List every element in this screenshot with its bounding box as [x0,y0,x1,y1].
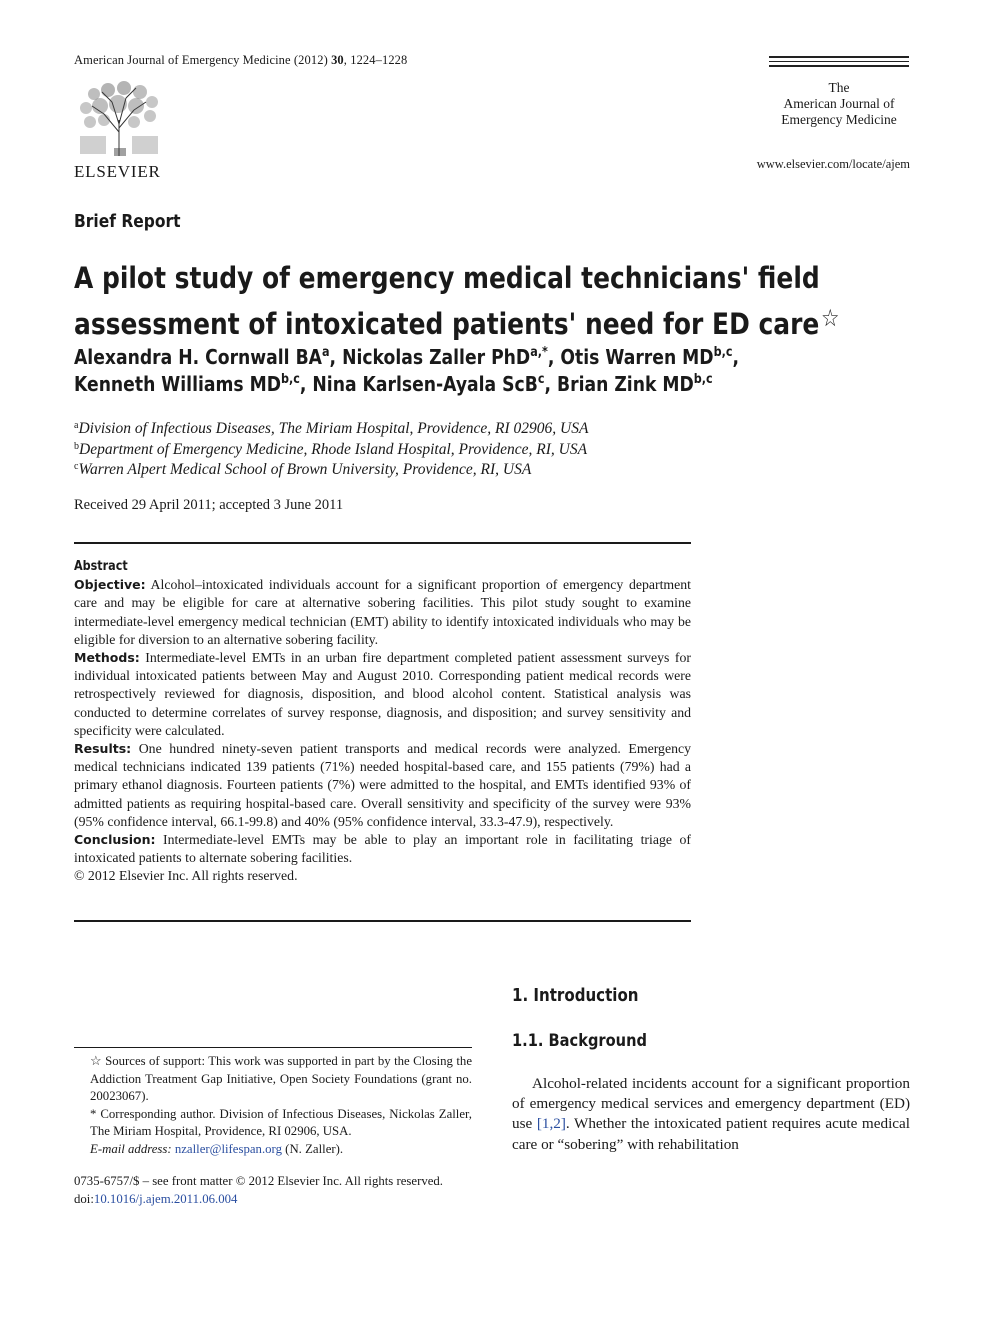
abstract-bottom-rule [74,920,691,922]
footnotes [74,1053,472,1158]
elsevier-tree-logo-icon [74,80,164,158]
subsection-heading: 1.1. Background [512,1031,647,1051]
email-link[interactable]: nzaller@lifespan.org [174,1141,282,1156]
star-icon: ☆ [90,1054,102,1068]
abstract-top-rule [74,542,691,544]
footnote-support: ☆ Sources of support: This work was supported in part by the Closing the Addiction Treatment Gap Initiative, Open Society Foundations (grant no. 20023067). [90,1054,472,1103]
author-affil-mark[interactable]: b,c [713,345,733,360]
author-name: Otis Warren MD [560,345,714,369]
abstract-copyright: © 2012 Elsevier Inc. All rights reserved. [74,868,298,884]
abstract-results: Results: One hundred ninety-seven patient transports and medical records were analyzed. Emergency medical technicians indicated 139 patients (71%) needed hospital-based care, and 155 patients (79%) had a primary ethanol diagnosis. Fourteen patients (7%) were admitted to the hospital, and EMTs identified 93% of admitted patients as requiring hospital-based care. Overall sensitivity and specificity of the survey were 93% (95% confidence interval, 66.1-99.8) and 40% (95% confidence interval, 33.3-47.9), respectively. [74,741,691,829]
author-list: Alexandra H. Cornwall $BA^a$, Nickolas Zaller PhD$^{a,*}$, Otis Warren MD$^{b,c}$, Kenneth Williams MD$^{b,c}$, Nina Karlsen-Ayala ScB$^c$, Brian Zink MD$^{b,c}$ [74,345,739,396]
abstract-heading: Abstract [74,559,128,574]
journal-masthead-rules [769,56,909,70]
author-name: Brian Zink MD [557,372,694,396]
journal-citation: American Journal of Emergency Medicine (2012) 30, 1224–1228 [74,53,408,67]
affiliations [74,419,588,481]
author-affil-mark[interactable]: b,c [693,372,713,387]
author-name: Alexandra H. Cornwall BA [74,345,322,369]
author-name: Kenneth Williams MD [74,372,282,396]
received-dates: Received 29 April 2011; accepted 3 June 2011 [74,497,344,513]
footnote-corresponding: * Corresponding author. Division of Infectious Diseases, Nickolas Zaller, The Miriam Hospital, Providence, RI 02906, USA. [90,1106,472,1138]
elsevier-wordmark: ELSEVIER [74,162,161,181]
abstract-objective: Objective: Alcohol–intoxicated individuals account for a significant proportion of emergency department care and may be eligible for care at alternative sobering facilities. This pilot study sought to examine intermediate-level emergency medical technician (EMT) ability to identify intoxicated individuals who may be eligible for diversion to an alternative sobering facility. [74,577,691,647]
doi-link[interactable]: 10.1016/j.ajem.2011.06.004 [93,1192,238,1206]
author-affil-mark[interactable]: b,c [281,372,300,387]
title-footnote-star-icon[interactable]: ☆ [821,304,840,332]
abstract-methods: Methods: Intermediate-level EMTs in an urban fire department completed patient assessment surveys for individual intoxicated patients between May and August 2010. Corresponding patient medical records were retrospectively reviewed for diagnosis, disposition, and blood alcohol content. Statistical analysis was conducted to determine correlates of survey response, diagnosis, and disposition; and survey sensitivity and specificity were calculated. [74,650,691,738]
author-name: Nickolas Zaller PhD [342,345,531,369]
section-heading: 1. Introduction [512,986,639,1006]
body-paragraph: Alcohol-related incidents account for a significant proportion of emergency medical services and emergency department (ED) use [1,2]. Whether the intoxicated patient requires acute medical care or “sobering” with rehabilitation [512,1075,910,1153]
author-affil-mark[interactable]: c [537,372,545,387]
affiliation-item: $^a$Division of Infectious Diseases, The Miriam Hospital, Providence, RI 02906, USA [74,420,589,437]
issn-line: 0735-6757/$ – see front matter © 2012 Elsevier Inc. All rights reserved. [74,1174,444,1188]
article-type: Brief Report [74,211,181,232]
affiliation-item: $^b$Department of Emergency Medicine, Rhode Island Hospital, Providence, RI, USA [74,440,588,458]
article-title: A pilot study of emergency medical technicians' field assessment of intoxicated patients' need for ED care☆ [74,261,840,341]
author-name: Nina Karlsen-Ayala ScB [312,372,538,396]
journal-masthead: The American Journal of Emergency Medicine [781,80,897,127]
affiliation-item: $^c$Warren Alpert Medical School of Brown University, Providence, RI, USA [74,461,532,478]
abstract [74,557,691,886]
author-affil-mark[interactable]: a [321,345,330,360]
journal-url[interactable]: www.elsevier.com/locate/ajem [756,157,910,171]
citation-link[interactable]: [1,2] [536,1115,566,1133]
footnote-email: E-mail address: nzaller@lifespan.org (N. Zaller). [90,1141,344,1156]
author-affil-mark[interactable]: a,* [530,345,548,360]
abstract-conclusion: Conclusion: Intermediate-level EMTs may be able to play an important role in facilitating triage of intoxicated patients to alternate sobering facilities. [74,832,691,866]
issn-doi: 0735-6757/$ – see front matter © 2012 Elsevier Inc. All rights reserved. doi:10.1016/j.ajem.2011.06.004 [74,1172,472,1208]
footnote-rule [74,1047,472,1048]
